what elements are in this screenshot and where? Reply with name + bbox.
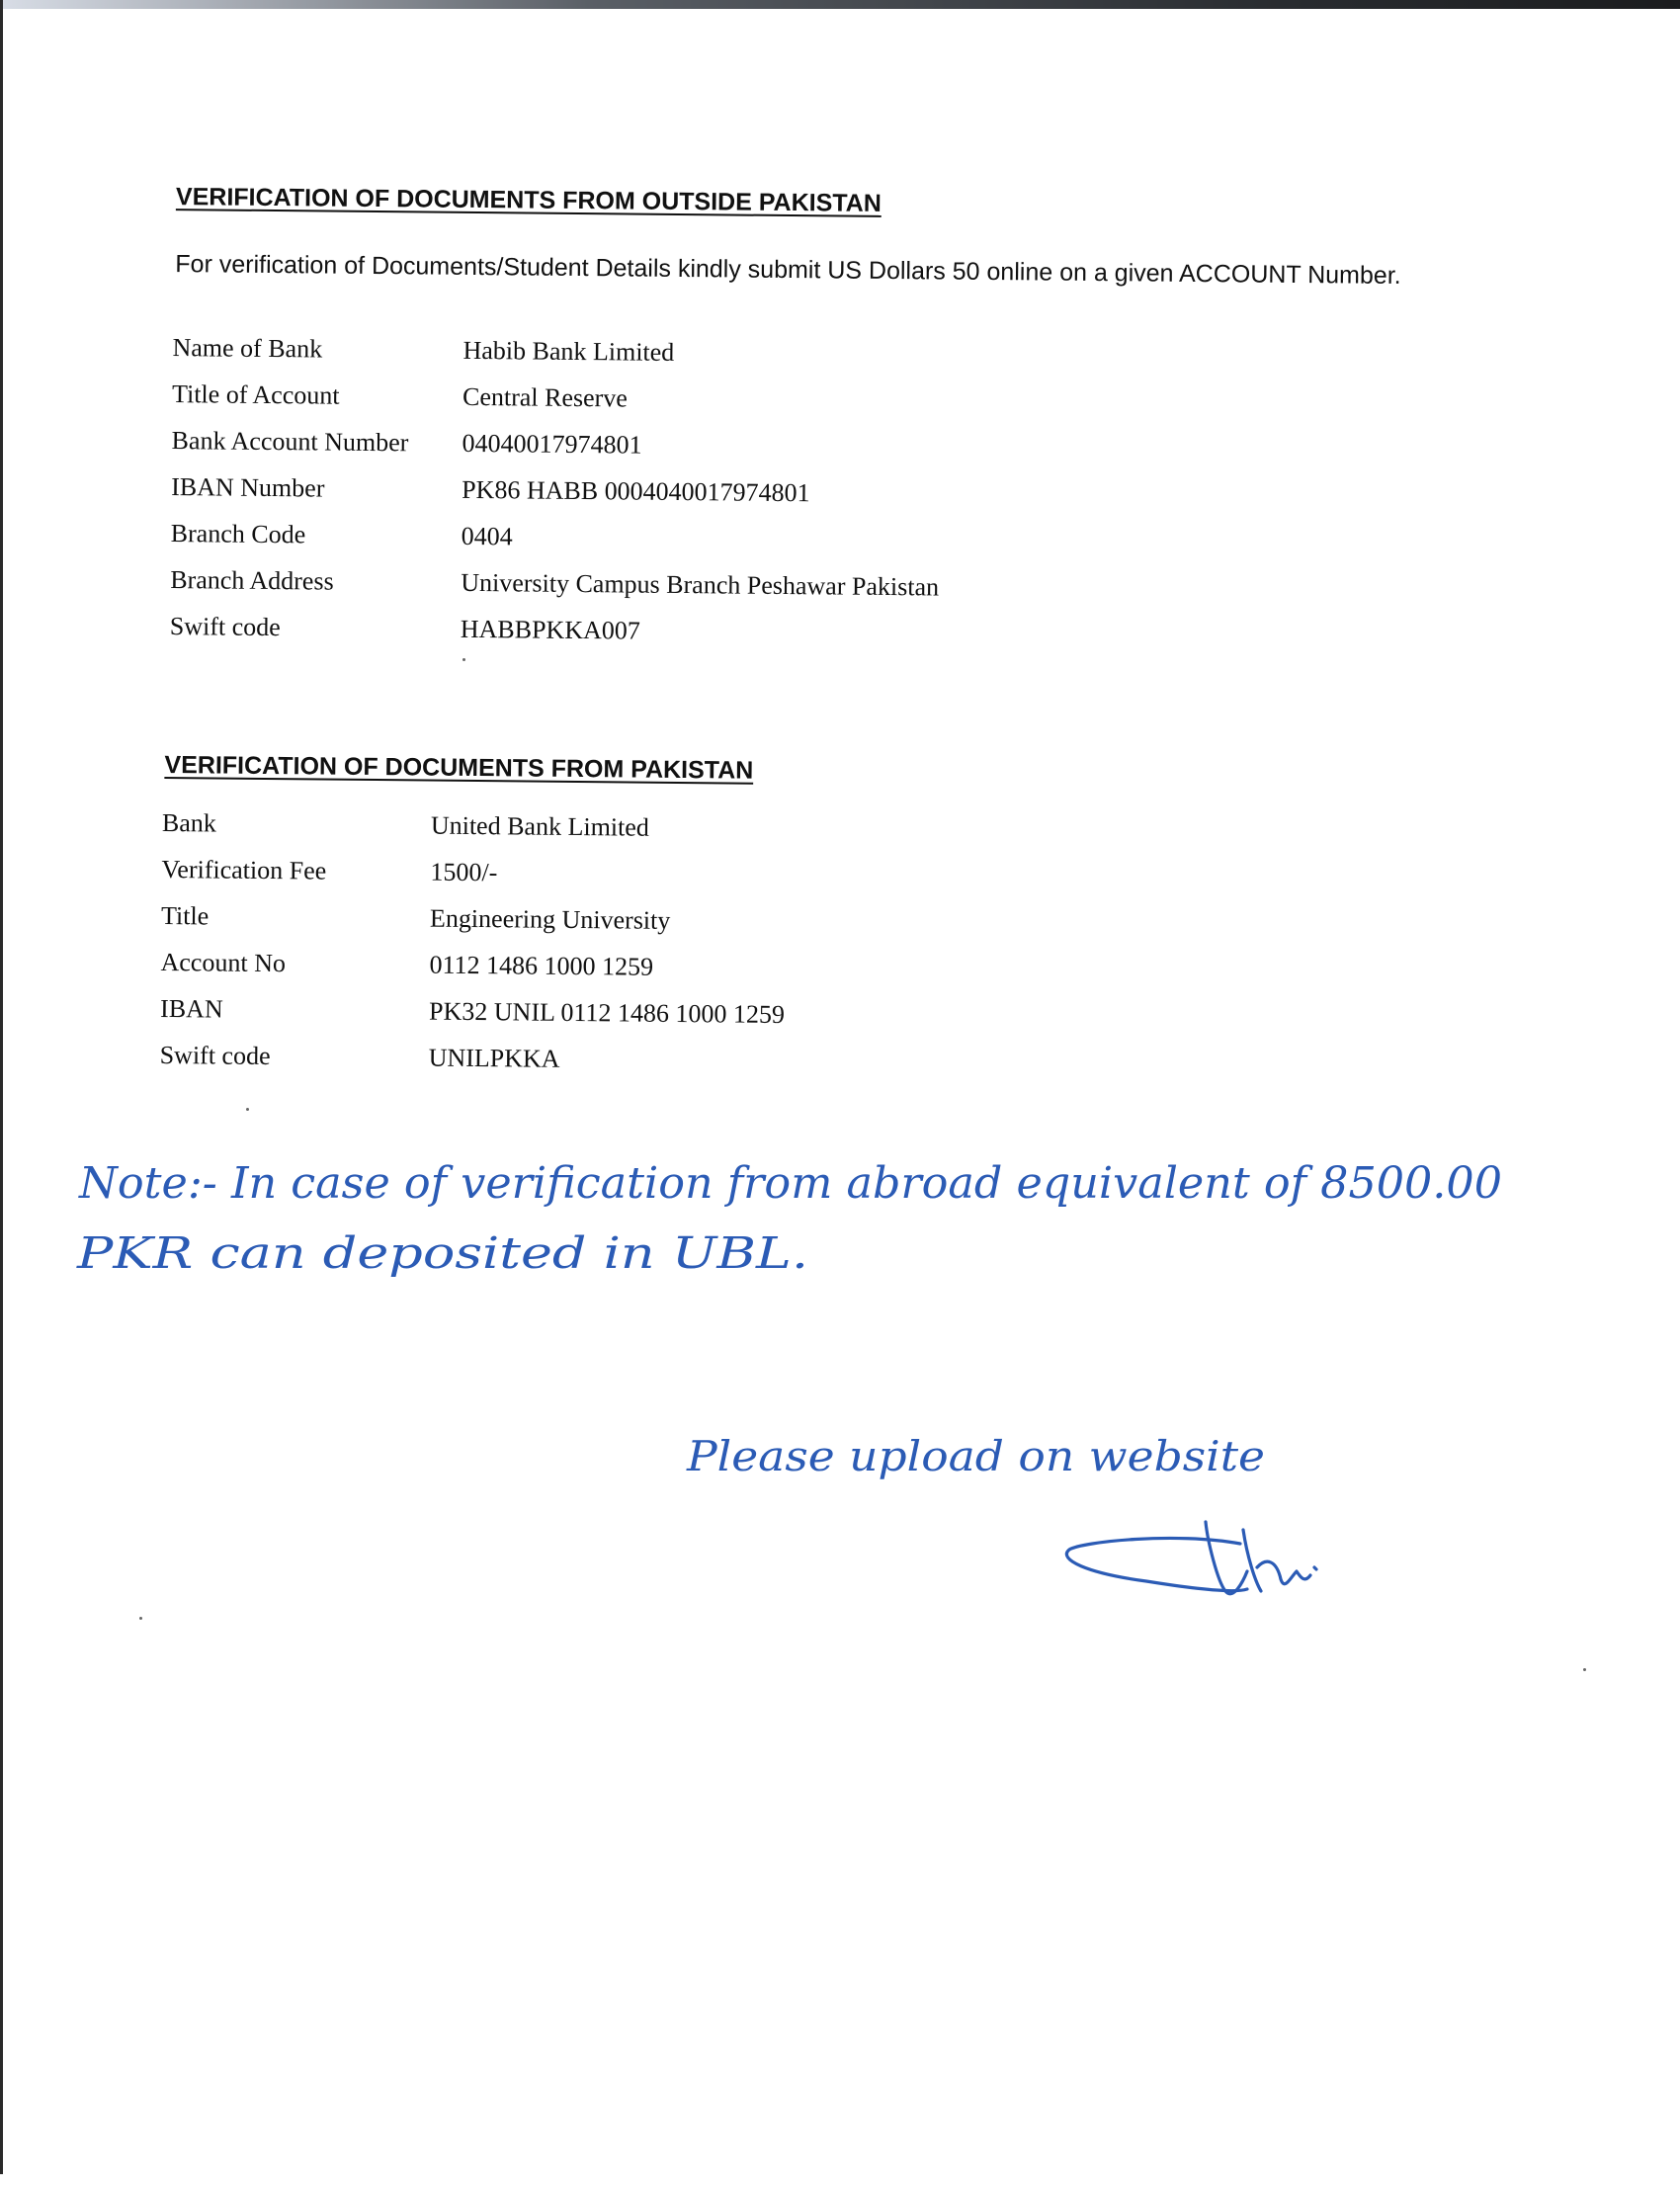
scan-speck — [246, 1108, 249, 1111]
row-value: Central Reserve — [462, 381, 628, 413]
row-value: PK86 HABB 0004040017974801 — [462, 474, 810, 508]
row-value: Engineering University — [429, 903, 671, 935]
row-value: 1500/- — [430, 857, 498, 887]
row-label: Bank — [161, 807, 216, 838]
handwritten-note-line1 — [78, 1158, 1502, 1209]
row-label: Title of Account — [171, 379, 340, 410]
heading-outside-pakistan: VERIFICATION OF DOCUMENTS FROM OUTSIDE PAKISTAN — [175, 183, 882, 217]
ink-group — [76, 1158, 1502, 1594]
note-line1-text: Note:- In case of verification from abroad equivalent of 8500.00 — [77, 1158, 1502, 1209]
handwritten-instruction — [686, 1432, 1265, 1480]
scan-speck — [462, 658, 465, 661]
row-label: Bank Account Number — [171, 426, 409, 458]
row-label: Verification Fee — [161, 854, 327, 885]
heading-from-pakistan: VERIFICATION OF DOCUMENTS FROM PAKISTAN — [164, 750, 754, 785]
signature — [1066, 1522, 1316, 1594]
scan-speck — [1583, 1668, 1586, 1671]
note-line2-text: PKR can deposited in UBL. — [75, 1228, 809, 1279]
row-value: PK32 UNIL 0112 1486 1000 1259 — [428, 996, 786, 1030]
row-label: Name of Bank — [172, 333, 323, 364]
row-label: Swift code — [159, 1040, 271, 1071]
handwritten-note-line2 — [76, 1228, 808, 1279]
scan-speck — [139, 1617, 142, 1620]
row-value: United Bank Limited — [430, 810, 650, 842]
row-label: Branch Address — [170, 565, 334, 596]
row-value: 0404 — [461, 521, 513, 551]
row-value: Habib Bank Limited — [462, 335, 675, 367]
row-label: IBAN — [159, 993, 223, 1024]
row-value: 0112 1486 1000 1259 — [429, 950, 654, 981]
row-value: 04040017974801 — [462, 428, 642, 460]
row-label: Swift code — [169, 612, 281, 642]
row-value: HABBPKKA007 — [460, 614, 640, 645]
instruction-text: Please upload on website — [685, 1432, 1265, 1480]
intro-paragraph: For verification of Documents/Student Details kindly submit US Dollars 50 online on a given ACCOUNT Number. — [175, 250, 1401, 290]
row-label: IBAN Number — [171, 472, 325, 503]
row-value: University Campus Branch Peshawar Pakistan — [461, 567, 940, 602]
row-label: Branch Code — [170, 519, 306, 549]
row-label: Account No — [160, 947, 287, 978]
row-label: Title — [160, 900, 210, 931]
row-value: UNILPKKA — [428, 1043, 560, 1073]
